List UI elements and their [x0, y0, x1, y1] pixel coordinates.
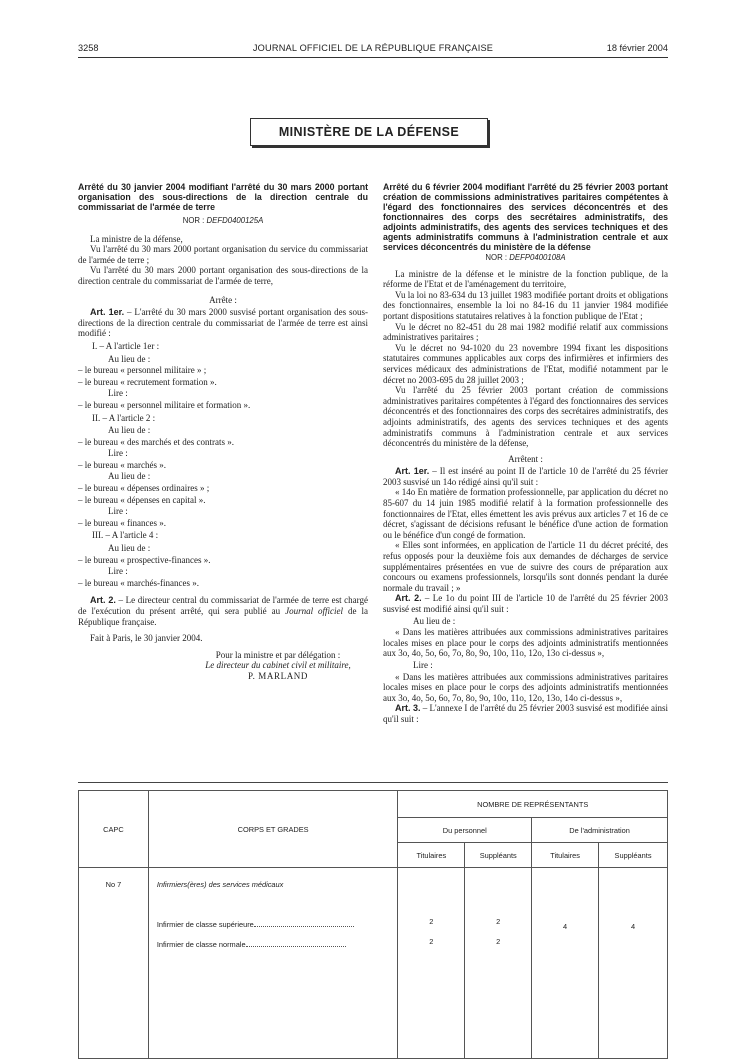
preamble-line: Vu la loi no 83-634 du 13 juillet 1983 modifiée portant droits et obligations des fonctionnaires, ensemble la loi no 84-16 du 11 janvier 1984 modifiée portant dispositions statutaires relatives à la fonction publique de l'Etat ;: [383, 289, 668, 321]
instruction-line: Lire :: [108, 566, 128, 577]
article-label: Art. 3.: [395, 703, 421, 714]
instruction-line: Au lieu de :: [413, 615, 456, 626]
page-header: [78, 43, 668, 57]
preamble-line: La ministre de la défense,: [90, 233, 183, 244]
article-label: Art. 2.: [90, 595, 116, 606]
preamble-line: La ministre de la défense et le ministre de la fonction publique, de la réforme de l'Etat et de l'aménagement du territoire,: [383, 268, 668, 290]
header-administration: De l'administration: [532, 818, 668, 843]
table-row: [79, 868, 668, 1059]
nor-reference: [78, 216, 368, 227]
article-label: Art. 1er.: [395, 466, 430, 477]
list-item: – le bureau « recrutement formation ».: [78, 376, 217, 387]
grade-list: [157, 915, 398, 955]
grade-item: Infirmier de classe normale: [157, 935, 398, 955]
decree-title: Arrêté du 30 janvier 2004 modifiant l'arrêté du 30 mars 2000 portant organisation des sous-directions de la direction centrale du commissariat de l'armée de terre: [78, 182, 368, 212]
left-column: [78, 182, 368, 682]
preamble-line: Vu le décret no 82-451 du 28 mai 1982 modifié relatif aux commissions administratives paritaires ;: [383, 321, 668, 343]
section-heading: II. – A l'article 2 :: [92, 412, 156, 423]
header-titulaires: Titulaires: [398, 843, 465, 868]
nor-label: NOR :: [485, 253, 508, 262]
right-column: [383, 182, 668, 725]
list-item: – le bureau « dépenses ordinaires » ;: [78, 483, 210, 494]
instruction-line: Au lieu de :: [108, 425, 151, 436]
quoted-paragraph: « Dans les matières attribuées aux commissions administratives paritaires locales mises en place pour le corps des adjoints administratifs mentionnées aux 3o, 4o, 5o, 6o, 7o, 8o, 9o, 10o, 11o, 12o, 13o, 14o ci-dessus »,: [383, 671, 668, 703]
instruction-line: Lire :: [413, 659, 433, 670]
article-text: – L'annexe I de l'arrêté du 25 février 2003 susvisé est modifiée ainsi qu'il suit :: [383, 703, 668, 724]
quoted-paragraph: « Dans les matières attribuées aux commissions administratives paritaires locales mises en place pour le corps des adjoints administratifs mentionnées aux 3o, 4o, 5o, 6o, 7o, 8o, 9o, 10o, 11o, 12o, 13o ci-dessus »,: [383, 627, 668, 659]
article-1: [78, 307, 368, 339]
header-suppleants: Suppléants: [465, 843, 532, 868]
titulaires-personnel-cell: 2 2: [398, 868, 465, 1059]
capc-value: No 7: [79, 868, 149, 1059]
header-titulaires: Titulaires: [532, 843, 599, 868]
article-text: – Il est inséré au point II de l'article 10 de l'arrêté du 25 février 2003 susvisé un 14o rédigé ainsi qu'il suit :: [383, 466, 668, 487]
representatives-table: [78, 790, 668, 1059]
grade-item: Infirmier de classe supérieure: [157, 915, 398, 935]
preamble-line: Vu l'arrêté du 25 février 2003 portant création de commissions administratives paritaires compétentes à l'égard des fonctionnaires des services déconcentrés et des fonctionnaires des corps des secrétaires administratifs, des adjoints administratifs, des agents des services techniques et des agents administratifs communs à l'administration centrale et aux services déconcentrés du ministère de la défense,: [383, 385, 668, 449]
ministry-heading: MINISTÈRE DE LA DÉFENSE: [250, 118, 488, 146]
article-label: Art. 1er.: [90, 307, 125, 318]
suppleants-personnel-cell: 2 2: [465, 868, 532, 1059]
signature-place-date: Fait à Paris, le 30 janvier 2004.: [90, 633, 203, 644]
instruction-line: Lire :: [108, 448, 128, 459]
preamble-line: Vu le décret no 94-1020 du 23 novembre 1994 fixant les dispositions statutaires communes applicables aux corps des infirmières et infirmiers des services médicaux des administrations de l'Etat, modifié notamment par le décret no 2003-695 du 28 juillet 2003 ;: [383, 342, 668, 385]
section-heading: I. – A l'article 1er :: [92, 340, 160, 351]
issue-date: 18 février 2004: [606, 43, 668, 53]
nor-code: DEFP0400108A: [509, 253, 566, 262]
instruction-line: Lire :: [108, 506, 128, 517]
header-du-personnel: Du personnel: [398, 818, 532, 843]
header-divider: [78, 57, 668, 58]
article-1: [383, 466, 668, 487]
suppleants-admin-cell: 4: [599, 868, 668, 1059]
decree-title: Arrêté du 6 février 2004 modifiant l'arrêté du 25 février 2003 portant création de commissions administratives paritaires compétentes à l'égard des fonctionnaires des services déconcentrés et des fonctionnaires des corps des secrétaires administratifs, des adjoints administratifs, des agents des services techniques et des agents administratifs communs à l'administration centrale et aux services déconcentrés du ministère de la défense: [383, 182, 668, 252]
list-item: – le bureau « personnel militaire et formation ».: [78, 399, 251, 410]
preamble-line: Vu l'arrêté du 30 mars 2000 portant organisation du service du commissariat de l'armée de terre ;: [78, 244, 368, 265]
arretent-heading: Arrêtent :: [508, 453, 543, 464]
article-3: [383, 703, 668, 724]
header-suppleants: Suppléants: [599, 843, 668, 868]
corps-family: Infirmiers(ères) des services médicaux: [156, 880, 284, 889]
header-capc: CAPC: [79, 791, 149, 868]
signature-line: Pour la ministre et par délégation :: [215, 649, 341, 660]
list-item: – le bureau « finances ».: [78, 517, 166, 528]
list-item: – le bureau « marchés ».: [78, 459, 166, 470]
nor-reference: [383, 253, 668, 264]
list-item: – le bureau « personnel militaire » ;: [78, 365, 207, 376]
corps-cell: [148, 868, 398, 1059]
article-text: – Le 1o du point III de l'article 10 de l'arrêté du 25 février 2003 susvisé est modifié ainsi qu'il suit :: [383, 593, 668, 614]
arrete-heading: Arrête :: [209, 294, 237, 305]
instruction-line: Au lieu de :: [108, 543, 151, 554]
nor-code: DEFD0400125A: [206, 216, 264, 225]
nor-label: NOR :: [182, 216, 205, 225]
header-corps-grades: CORPS ET GRADES: [148, 791, 398, 868]
article-text: – L'arrêté du 30 mars 2000 susvisé portant organisation des sous-directions de la direction centrale du commissariat de l'armée de terre est ainsi modifié :: [78, 307, 368, 339]
article-label: Art. 2.: [395, 593, 422, 604]
article-2: Art. 2. – Le directeur central du commissariat de l'armée de terre est chargé de l'exécution du présent arrêté, qui sera publié au Journal officiel de la République française.: [78, 595, 368, 627]
signature-title: Le directeur du cabinet civil et militaire,: [205, 660, 351, 671]
page-number: 3258: [78, 43, 99, 53]
signature-block: [188, 650, 368, 682]
article-2: [383, 593, 668, 614]
signatory-name: P. MARLAND: [247, 670, 308, 681]
quoted-paragraph: « Elles sont informées, en application de l'article 11 du décret précité, des refus opposés pour la deuxième fois aux demandes de décharges de service supplémentaires présentées en vue de suivre des cours de préparation aux concours ou examens professionnels, lorsqu'ils sont donnés pendant la durée normale du travail ; »: [383, 540, 668, 593]
list-item: – le bureau « prospective-finances ».: [78, 554, 211, 565]
list-item: – le bureau « dépenses en capital ».: [78, 494, 206, 505]
journal-title: JOURNAL OFFICIEL DE LA RÉPUBLIQUE FRANÇAISE: [252, 43, 494, 53]
quoted-paragraph: « 14o En matière de formation professionnelle, par application du décret no 85-607 du 14 juin 1985 modifié relatif à la formation professionnelle des fonctionnaires de l'Etat, elles émettent les avis prévus aux articles 7 et 16 de ce décret, s'agissant de décisions refusant le bénéfice d'une action de formation ou le bénéfice d'un congé de formation.: [383, 487, 668, 540]
instruction-line: Au lieu de :: [108, 353, 151, 364]
header-nombre-representants: NOMBRE DE REPRÉSENTANTS: [398, 791, 668, 818]
instruction-line: Au lieu de :: [108, 471, 151, 482]
preamble-line: Vu l'arrêté du 30 mars 2000 portant organisation des sous-directions de la direction centrale du commissariat de l'armée de terre,: [78, 265, 368, 286]
list-item: – le bureau « marchés-finances ».: [78, 577, 199, 588]
titulaires-admin-cell: 4: [532, 868, 599, 1059]
table-divider: [78, 782, 668, 783]
journal-reference: Journal officiel: [285, 606, 344, 616]
section-heading: III. – A l'article 4 :: [92, 530, 159, 541]
instruction-line: Lire :: [108, 388, 128, 399]
list-item: – le bureau « des marchés et des contrats ».: [78, 436, 234, 447]
